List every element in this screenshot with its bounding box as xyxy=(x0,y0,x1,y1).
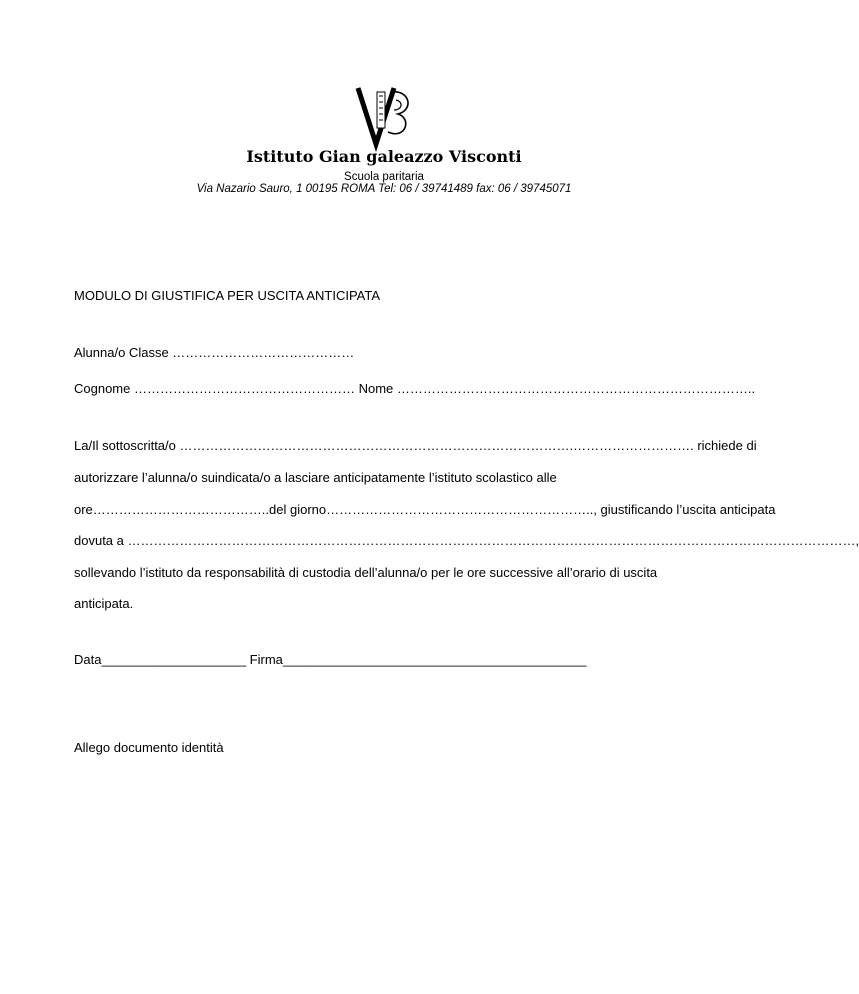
school-type: Scuola paritaria xyxy=(344,171,424,183)
attachment-note: Allego documento identità xyxy=(74,740,224,755)
school-name: Istituto Gian galeazzo Visconti xyxy=(246,147,522,166)
body-text-line-1[interactable]: La/Il sottoscritta/o ……………………………………………………………………………….………………………. richiede di xyxy=(74,438,757,453)
student-name-field[interactable]: Cognome …………………………………………… Nome ……………………………………………………………………….. xyxy=(74,381,756,396)
school-logo-icon xyxy=(352,82,416,148)
body-text-line-5: sollevando l’istituto da responsabilità di custodia dell’alunna/o per le ore successive all’orario di uscita xyxy=(74,565,658,580)
body-text-line-4[interactable]: dovuta a ……………………………………………………………………………………………………………………………………………………, xyxy=(74,533,859,548)
date-signature-field[interactable]: Data____________________ Firma__________________________________________ xyxy=(74,652,587,667)
body-text-line-6: anticipata. xyxy=(74,596,134,611)
body-text-line-3[interactable]: ore…………………………………..del giorno…………………………………………………….., giustificando l’uscita anticipata xyxy=(74,502,776,517)
form-title: MODULO DI GIUSTIFICA PER USCITA ANTICIPATA xyxy=(74,288,381,303)
student-class-field[interactable]: Alunna/o Classe …………………………………… xyxy=(74,345,355,360)
school-address: Via Nazario Sauro, 1 00195 ROMA Tel: 06 / 39741489 fax: 06 / 39745071 xyxy=(196,183,572,195)
body-text-line-2: autorizzare l’alunna/o suindicata/o a lasciare anticipatamente l’istituto scolastico alle xyxy=(74,470,557,485)
school-logo xyxy=(352,82,416,148)
